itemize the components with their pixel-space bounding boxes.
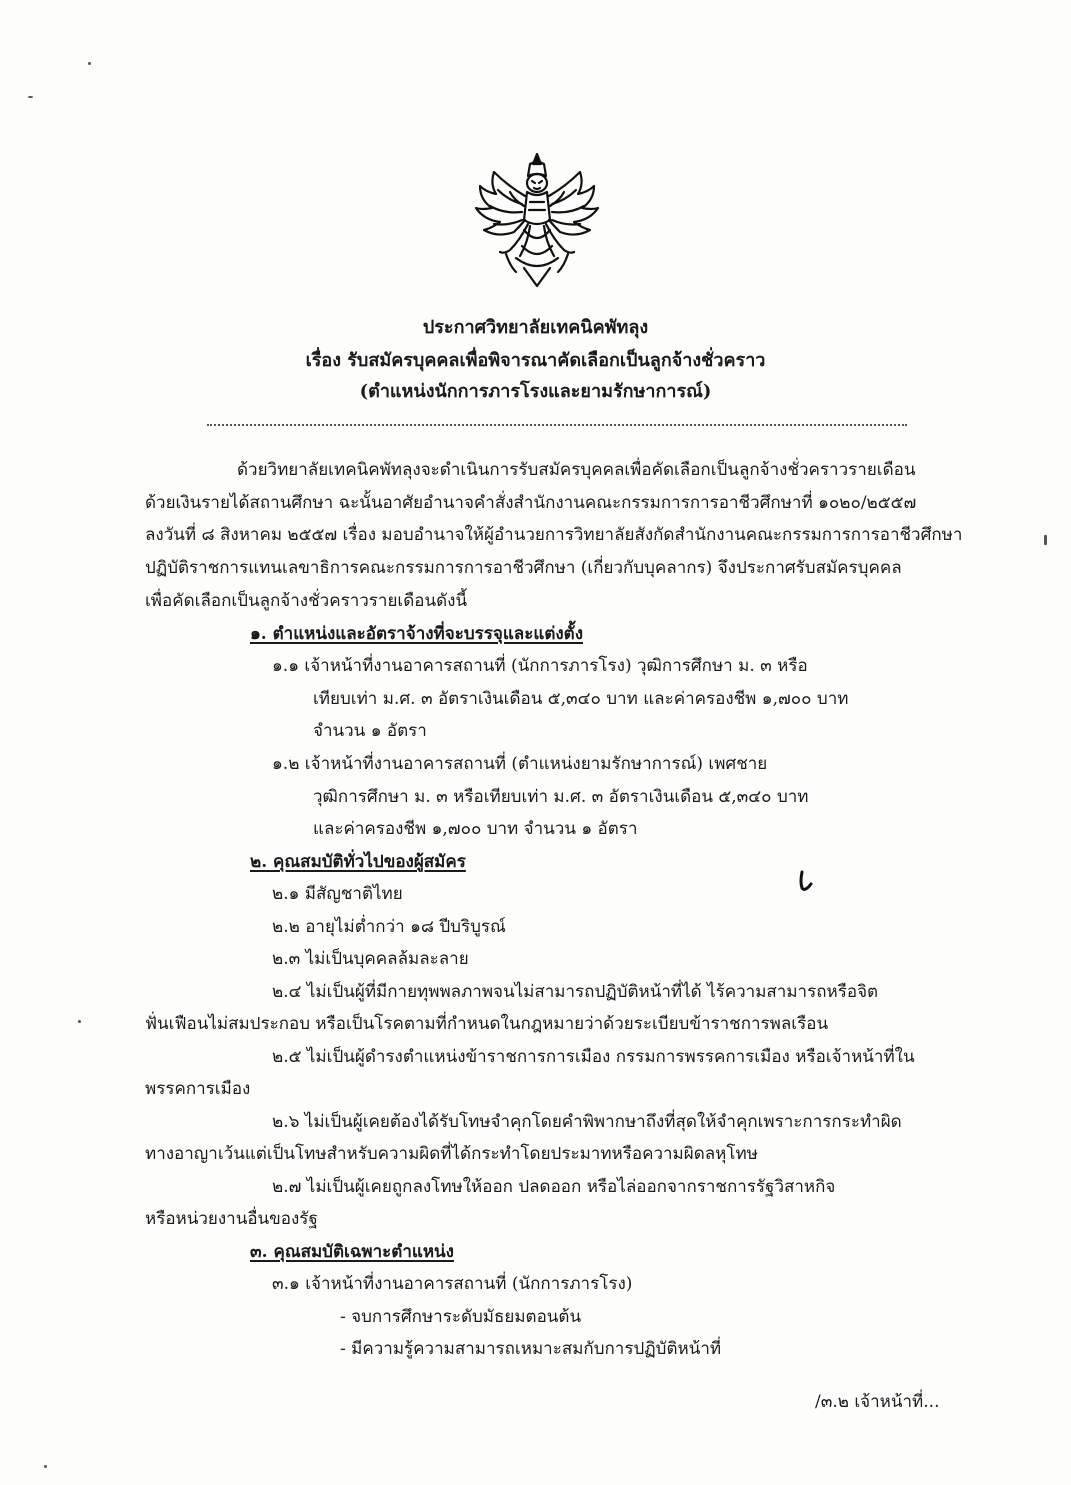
section-1-heading: ๑. ตำแหน่งและอัตราจ้างที่จะบรรจุและแต่งตั้ง xyxy=(250,624,583,644)
section-2-line: ๒.๔ ไม่เป็นผู้ที่มีกายทุพพลภาพจนไม่สามารถปฏิบัติหน้าที่ได้ ไร้ความสามารถหรือจิต xyxy=(272,982,879,1002)
section-3-heading: ๓. คุณสมบัติเฉพาะตำแหน่ง xyxy=(250,1242,454,1262)
announcement-title: ประกาศวิทยาลัยเทคนิคพัทลุง xyxy=(422,317,649,338)
section-1-line: วุฒิการศึกษา ม. ๓ หรือเทียบเท่า ม.ศ. ๓ อัตราเงินเดือน ๕,๓๔๐ บาท xyxy=(313,787,809,807)
scan-speck xyxy=(28,96,33,98)
intro-line: เพื่อคัดเลือกเป็นลูกจ้างชั่วคราวรายเดือนดังนี้ xyxy=(145,591,468,611)
section-2-line: ๒.๕ ไม่เป็นผู้ดำรงตำแหน่งข้าราชการการเมือง กรรมการพรรคการเมือง หรือเจ้าหน้าที่ใน xyxy=(272,1047,915,1067)
continued-marker: /๓.๒ เจ้าหน้าที่... xyxy=(815,1392,940,1412)
section-2-line: ๒.๓ ไม่เป็นบุคคลล้มละลาย xyxy=(272,949,469,969)
announcement-position-note: (ตำแหน่งนักการภารโรงและยามรักษาการณ์) xyxy=(359,381,712,402)
intro-line: ด้วยเงินรายได้สถานศึกษา ฉะนั้นอาศัยอำนาจคำสั่งสำนักงานคณะกรรมการการอาชีวศึกษาที่ ๑๐๒๐/๒๕๕๗ xyxy=(145,493,917,513)
section-3-line: ๓.๑ เจ้าหน้าที่งานอาคารสถานที่ (นักการภารโรง) xyxy=(272,1274,633,1294)
section-1-line: จำนวน ๑ อัตรา xyxy=(313,721,427,741)
section-2-line: ทางอาญาเว้นแต่เป็นโทษสำหรับความผิดที่ได้กระทำโดยประมาทหรือความผิดลหุโทษ xyxy=(145,1144,758,1164)
scan-speck xyxy=(1044,535,1047,545)
intro-line: ลงวันที่ ๘ สิงหาคม ๒๕๕๗ เรื่อง มอบอำนาจให้ผู้อำนวยการวิทยาลัยสังกัดสำนักงานคณะกรรมการการอาชีวศึกษา xyxy=(145,525,963,545)
intro-line: ด้วยวิทยาลัยเทคนิคพัทลุงจะดำเนินการรับสมัครบุคคลเพื่อคัดเลือกเป็นลูกจ้างชั่วคราวรายเดือน xyxy=(237,460,916,480)
section-2-line: ๒.๖ ไม่เป็นผู้เคยต้องได้รับโทษจำคุกโดยคำพิพากษาถึงที่สุดให้จำคุกเพราะการกระทำผิด xyxy=(272,1112,902,1132)
intro-line: ปฏิบัติราชการแทนเลขาธิการคณะกรรมการการอาชีวศึกษา (เกี่ยวกับบุคลากร) จึงประกาศรับสมัครบุคคล xyxy=(145,558,902,578)
scan-speck xyxy=(44,1465,47,1468)
section-1-line: ๑.๑ เจ้าหน้าที่งานอาคารสถานที่ (นักการภารโรง) วุฒิการศึกษา ม. ๓ หรือ xyxy=(272,656,808,676)
announcement-subject: เรื่อง รับสมัครบุคคลเพื่อพิจารณาคัดเลือกเป็นลูกจ้างชั่วคราว xyxy=(305,350,766,371)
scan-speck xyxy=(78,1020,81,1023)
scan-speck xyxy=(88,62,91,65)
pen-mark-icon xyxy=(797,870,815,892)
header-divider xyxy=(207,424,907,426)
section-2-line: ๒.๗ ไม่เป็นผู้เคยถูกลงโทษให้ออก ปลดออก หรือไล่ออกจากราชการรัฐวิสาหกิจ xyxy=(272,1177,836,1197)
section-2-line: ๒.๑ มีสัญชาติไทย xyxy=(272,884,403,904)
section-2-line: ฟั่นเฟือนไม่สมประกอบ หรือเป็นโรคตามที่กำหนดในกฎหมายว่าด้วยระเบียบข้าราชการพลเรือน xyxy=(145,1014,829,1034)
section-1-line: เทียบเท่า ม.ศ. ๓ อัตราเงินเดือน ๕,๓๔๐ บาท และค่าครองชีพ ๑,๗๐๐ บาท xyxy=(313,689,849,709)
garuda-emblem-icon xyxy=(470,150,605,290)
section-2-heading: ๒. คุณสมบัติทั่วไปของผู้สมัคร xyxy=(250,852,466,872)
section-2-line: หรือหน่วยงานอื่นของรัฐ xyxy=(145,1209,318,1229)
section-3-line: - มีความรู้ความสามารถเหมาะสมกับการปฏิบัติหน้าที่ xyxy=(340,1339,722,1359)
section-1-line: ๑.๒ เจ้าหน้าที่งานอาคารสถานที่ (ตำแหน่งยามรักษาการณ์) เพศชาย xyxy=(272,754,768,774)
section-2-line: พรรคการเมือง xyxy=(145,1079,251,1099)
section-3-line: - จบการศึกษาระดับมัธยมตอนต้น xyxy=(340,1307,582,1327)
section-1-line: และค่าครองชีพ ๑,๗๐๐ บาท จำนวน ๑ อัตรา xyxy=(313,819,638,839)
section-2-line: ๒.๒ อายุไม่ต่ำกว่า ๑๘ ปีบริบูรณ์ xyxy=(272,917,506,937)
